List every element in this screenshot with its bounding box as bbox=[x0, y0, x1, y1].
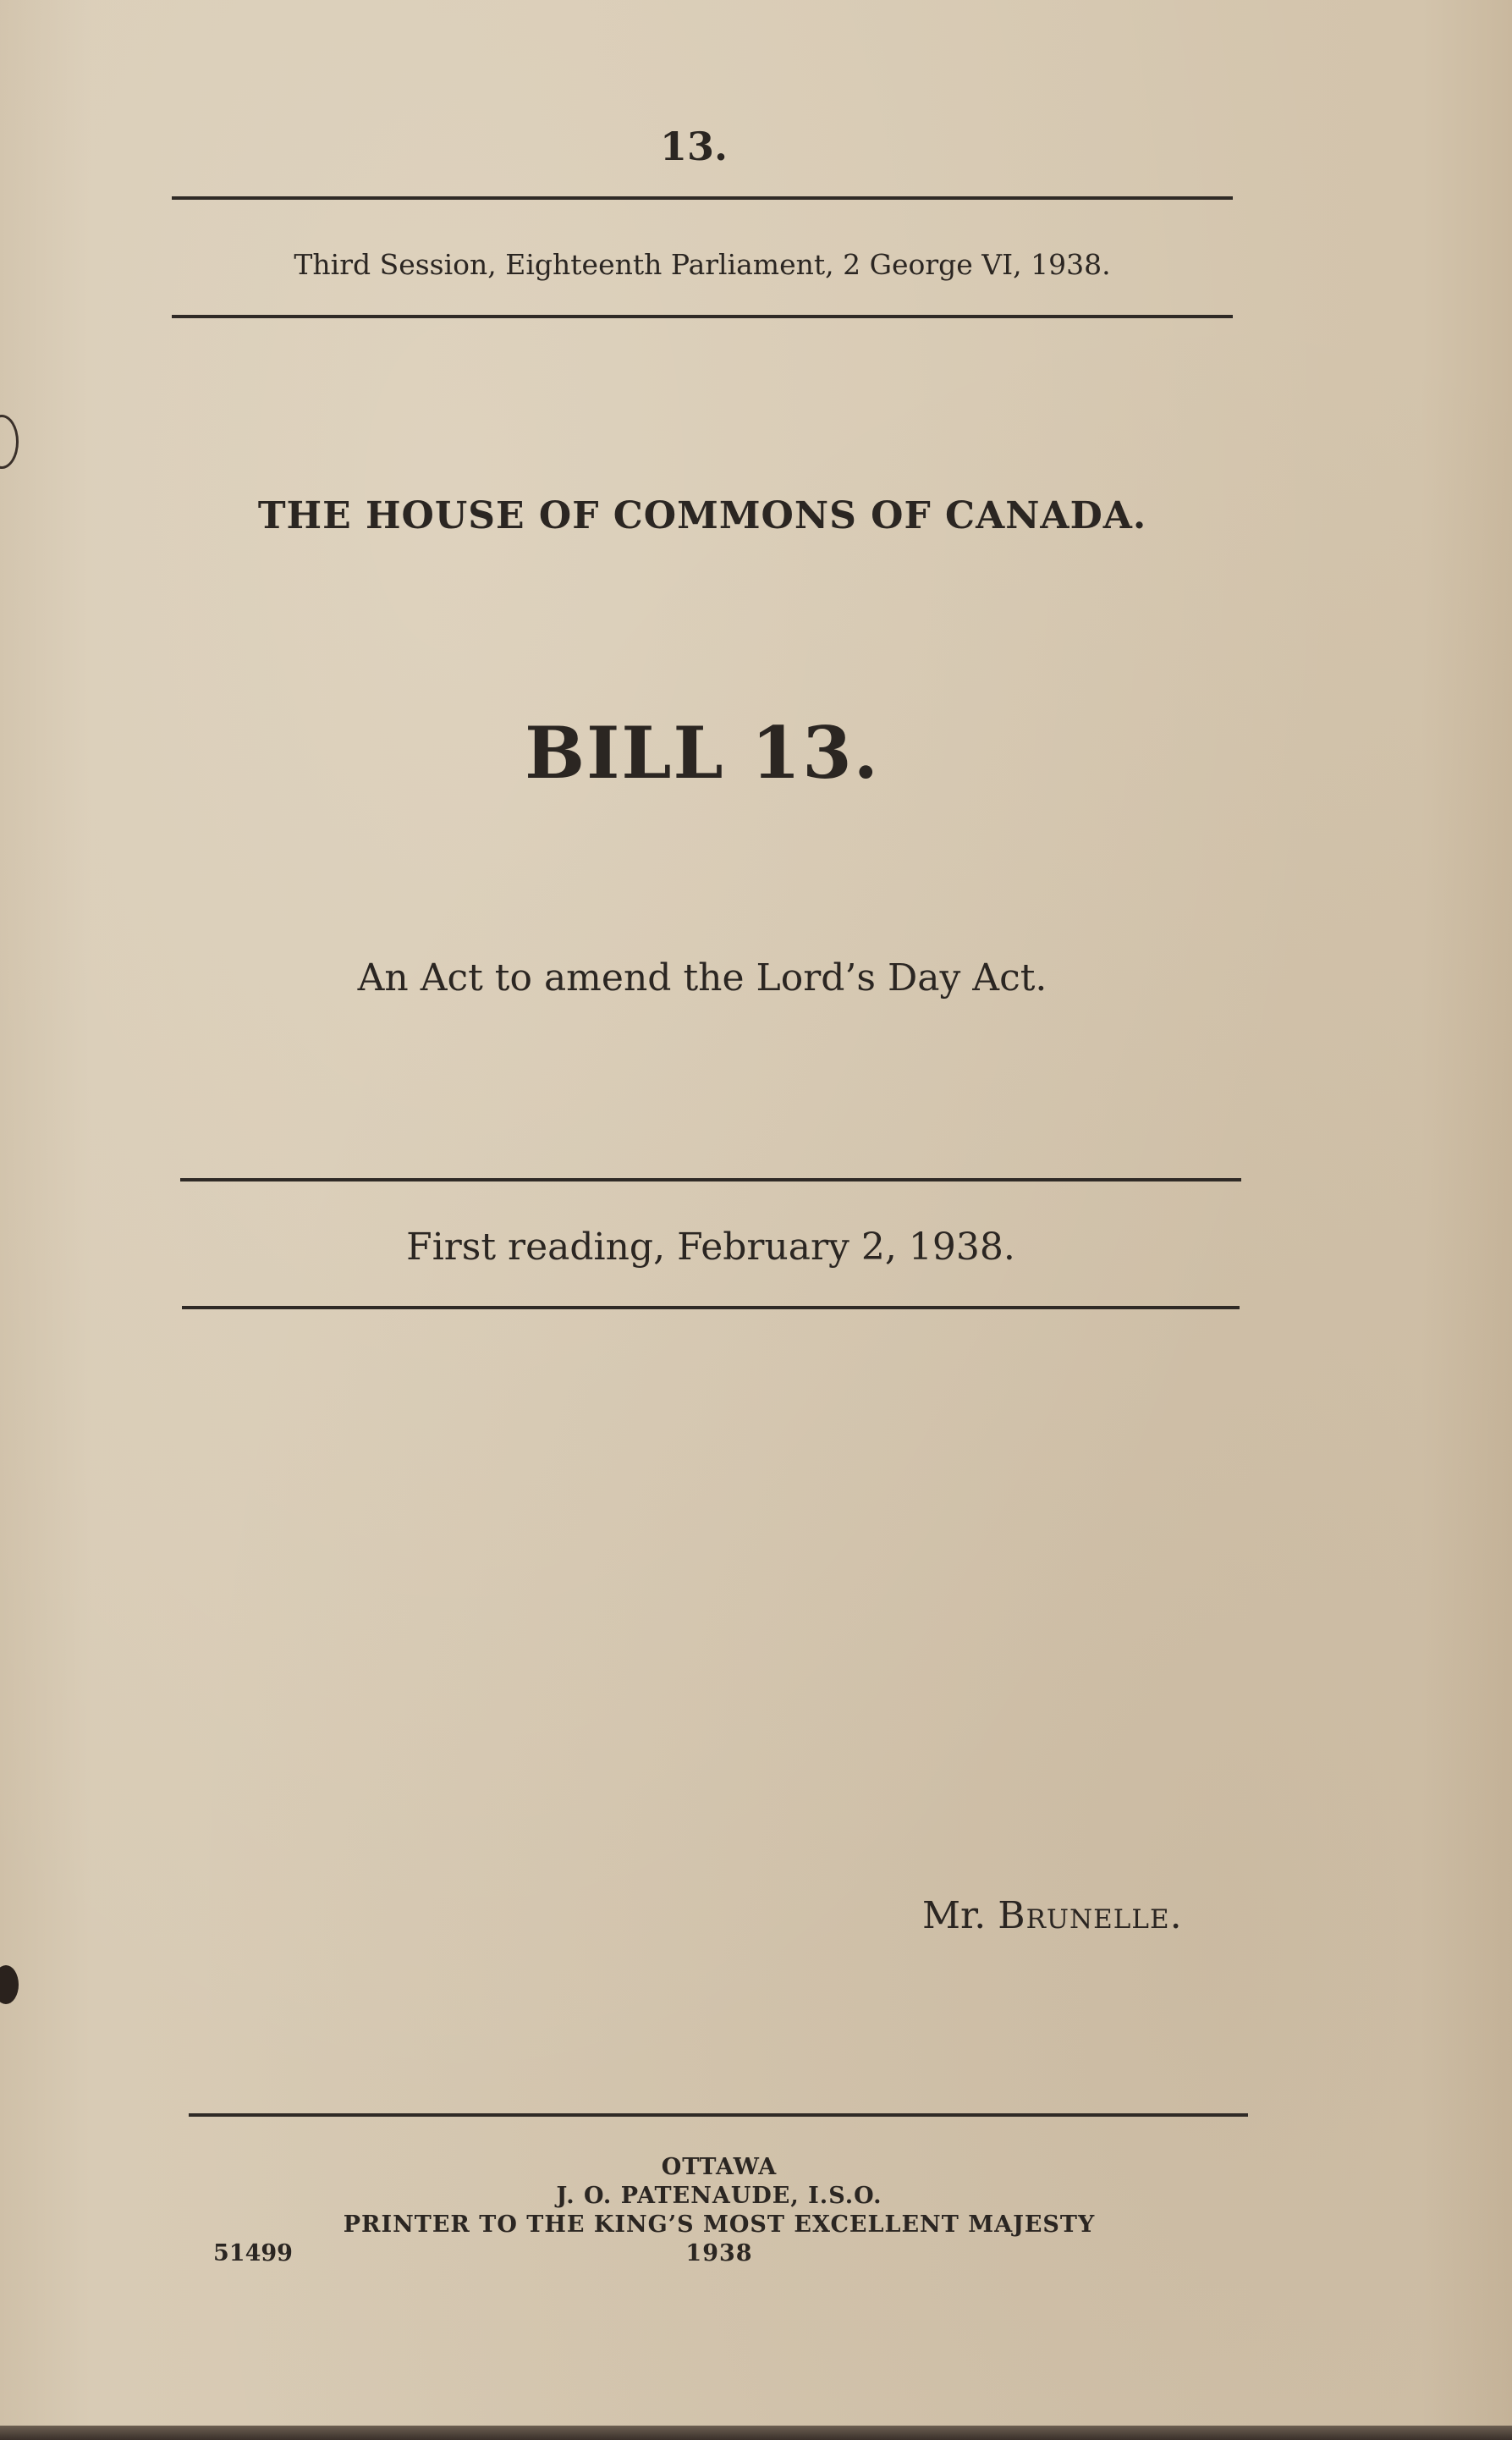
sponsor-prefix: Mr. bbox=[922, 1894, 987, 1937]
binding-hole-mark bbox=[0, 415, 19, 469]
session-line: Third Session, Eighteenth Parliament, 2 George VI, 1938. bbox=[294, 248, 1111, 281]
house-heading: THE HOUSE OF COMMONS OF CANADA. bbox=[257, 494, 1147, 537]
binding-hole-mark bbox=[0, 1965, 19, 2004]
page-bottom-edge bbox=[0, 2426, 1512, 2440]
sponsor-name bbox=[922, 1894, 1183, 1937]
imprint-city: OTTAWA bbox=[661, 2154, 778, 2180]
header-rule-top bbox=[172, 196, 1233, 200]
sponsor-surname: Brunelle. bbox=[998, 1894, 1183, 1937]
imprint-year: 1938 bbox=[685, 2240, 753, 2267]
reading-rule-bottom bbox=[182, 1306, 1240, 1309]
first-reading-line: First reading, February 2, 1938. bbox=[406, 1226, 1015, 1269]
job-number: 51499 bbox=[213, 2240, 293, 2267]
imprint-printer-title: PRINTER TO THE KING’S MOST EXCELLENT MAJESTY bbox=[343, 2211, 1096, 2238]
bill-title: BILL 13. bbox=[525, 711, 880, 795]
imprint-rule bbox=[189, 2113, 1248, 2117]
imprint-printer-name: J. O. PATENAUDE, I.S.O. bbox=[556, 2183, 882, 2209]
header-rule-bottom bbox=[172, 315, 1233, 318]
act-title: An Act to amend the Lord’s Day Act. bbox=[357, 956, 1047, 1000]
bill-number-header: 13. bbox=[659, 124, 729, 169]
reading-rule-top bbox=[180, 1178, 1241, 1181]
